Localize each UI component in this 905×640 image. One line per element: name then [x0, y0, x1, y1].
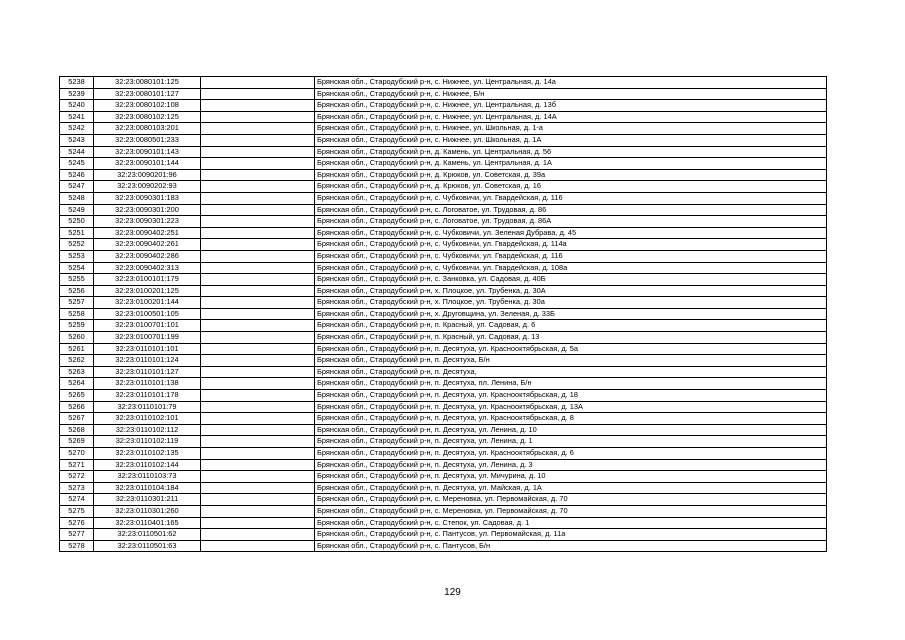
- empty-cell: [201, 355, 315, 367]
- cadastral-number-cell: 32:23:0110101:124: [94, 355, 201, 367]
- row-number-cell: 5273: [60, 482, 94, 494]
- address-cell: Брянская обл., Стародубский р-н, п. Десятуха, ул. Краснооктябрьская, д. 8: [315, 413, 827, 425]
- row-number-cell: 5269: [60, 436, 94, 448]
- cadastral-number-cell: 32:23:0110101:101: [94, 343, 201, 355]
- address-cell: Брянская обл., Стародубский р-н, п. Десятуха,: [315, 366, 827, 378]
- empty-cell: [201, 448, 315, 460]
- address-cell: Брянская обл., Стародубский р-н, п. Красный, ул. Садовая, д. 13: [315, 332, 827, 344]
- empty-cell: [201, 181, 315, 193]
- row-number-cell: 5239: [60, 88, 94, 100]
- address-cell: Брянская обл., Стародубский р-н, д. Крюков, ул. Советская, д. 39а: [315, 169, 827, 181]
- table-row: [60, 332, 827, 344]
- address-cell: Брянская обл., Стародубский р-н, с. Логоватое, ул. Трудовая, д. 86: [315, 204, 827, 216]
- empty-cell: [201, 262, 315, 274]
- empty-cell: [201, 390, 315, 402]
- empty-cell: [201, 250, 315, 262]
- empty-cell: [201, 308, 315, 320]
- table-row: [60, 100, 827, 112]
- table-row: [60, 285, 827, 297]
- table-row: [60, 494, 827, 506]
- empty-cell: [201, 204, 315, 216]
- cadastral-number-cell: 32:23:0110103:73: [94, 471, 201, 483]
- cadastral-number-cell: 32:23:0080102:108: [94, 100, 201, 112]
- row-number-cell: 5247: [60, 181, 94, 193]
- table-row: [60, 274, 827, 286]
- table-row: [60, 262, 827, 274]
- empty-cell: [201, 274, 315, 286]
- address-cell: Брянская обл., Стародубский р-н, с. Чубковичи, ул. Гвардейская, д. 108а: [315, 262, 827, 274]
- table-row: [60, 308, 827, 320]
- cadastral-number-cell: 32:23:0080103:201: [94, 123, 201, 135]
- table-row: [60, 517, 827, 529]
- address-cell: Брянская обл., Стародубский р-н, п. Красный, ул. Садовая, д. 6: [315, 320, 827, 332]
- cadastral-number-cell: 32:23:0100201:144: [94, 297, 201, 309]
- address-cell: Брянская обл., Стародубский р-н, с. Нижнее, ул. Школьная, д. 1-а: [315, 123, 827, 135]
- cadastral-number-cell: 32:23:0110101:127: [94, 366, 201, 378]
- row-number-cell: 5267: [60, 413, 94, 425]
- address-cell: Брянская обл., Стародубский р-н, п. Десятуха, ул. Краснооктябрьская, д. 18: [315, 390, 827, 402]
- empty-cell: [201, 459, 315, 471]
- table-row: [60, 146, 827, 158]
- cadastral-number-cell: 32:23:0090301:223: [94, 216, 201, 228]
- table-row: [60, 390, 827, 402]
- empty-cell: [201, 216, 315, 228]
- table-row: [60, 378, 827, 390]
- row-number-cell: 5270: [60, 448, 94, 460]
- table-row: [60, 192, 827, 204]
- cadastral-number-cell: 32:23:0090202:93: [94, 181, 201, 193]
- table-row: [60, 123, 827, 135]
- table-row: [60, 355, 827, 367]
- row-number-cell: 5260: [60, 332, 94, 344]
- table-row: [60, 320, 827, 332]
- address-cell: Брянская обл., Стародубский р-н, д. Камень, ул. Центральная, д. 56: [315, 146, 827, 158]
- empty-cell: [201, 77, 315, 89]
- row-number-cell: 5240: [60, 100, 94, 112]
- cadastral-number-cell: 32:23:0110102:101: [94, 413, 201, 425]
- table-row: [60, 448, 827, 460]
- table-row: [60, 401, 827, 413]
- table-row: [60, 413, 827, 425]
- empty-cell: [201, 239, 315, 251]
- address-cell: Брянская обл., Стародубский р-н, с. Занковка, ул. Садовая, д. 40Б: [315, 274, 827, 286]
- address-cell: Брянская обл., Стародубский р-н, х. Плоцкое, ул. Трубенка, д. 30а: [315, 297, 827, 309]
- table-row: [60, 239, 827, 251]
- empty-cell: [201, 471, 315, 483]
- address-cell: Брянская обл., Стародубский р-н, п. Десятуха, пл. Ленина, Б/н: [315, 378, 827, 390]
- cadastral-number-cell: 32:23:0110104:184: [94, 482, 201, 494]
- table-row: [60, 471, 827, 483]
- cadastral-number-cell: 32:23:0080102:125: [94, 111, 201, 123]
- cadastral-number-cell: 32:23:0110102:135: [94, 448, 201, 460]
- table-row: [60, 540, 827, 552]
- cadastral-number-cell: 32:23:0110501:63: [94, 540, 201, 552]
- cadastral-number-cell: 32:23:0090101:143: [94, 146, 201, 158]
- address-cell: Брянская обл., Стародубский р-н, с. Чубковичи, ул. Зеленая Дубрава, д. 45: [315, 227, 827, 239]
- cadastral-number-cell: 32:23:0090301:183: [94, 192, 201, 204]
- page-number: 129: [444, 587, 461, 598]
- table-row: [60, 134, 827, 146]
- empty-cell: [201, 332, 315, 344]
- empty-cell: [201, 158, 315, 170]
- cadastral-number-cell: 32:23:0080101:127: [94, 88, 201, 100]
- table-row: [60, 181, 827, 193]
- address-cell: Брянская обл., Стародубский р-н, п. Десятуха, ул. Краснооктябрьская, д. 5а: [315, 343, 827, 355]
- table-row: [60, 204, 827, 216]
- address-cell: Брянская обл., Стародубский р-н, п. Десятуха, Б/н: [315, 355, 827, 367]
- row-number-cell: 5259: [60, 320, 94, 332]
- cadastral-table: [59, 76, 827, 552]
- address-cell: Брянская обл., Стародубский р-н, с. Пантусов, Б/н: [315, 540, 827, 552]
- cadastral-number-cell: 32:23:0090402:251: [94, 227, 201, 239]
- cadastral-number-cell: 32:23:0090402:313: [94, 262, 201, 274]
- cadastral-number-cell: 32:23:0110501:62: [94, 529, 201, 541]
- row-number-cell: 5266: [60, 401, 94, 413]
- row-number-cell: 5262: [60, 355, 94, 367]
- row-number-cell: 5253: [60, 250, 94, 262]
- table-row: [60, 216, 827, 228]
- row-number-cell: 5265: [60, 390, 94, 402]
- row-number-cell: 5261: [60, 343, 94, 355]
- row-number-cell: 5245: [60, 158, 94, 170]
- cadastral-number-cell: 32:23:0090201:96: [94, 169, 201, 181]
- empty-cell: [201, 88, 315, 100]
- row-number-cell: 5272: [60, 471, 94, 483]
- empty-cell: [201, 517, 315, 529]
- address-cell: Брянская обл., Стародубский р-н, д. Камень, ул. Центральная, д. 1А: [315, 158, 827, 170]
- row-number-cell: 5242: [60, 123, 94, 135]
- address-cell: Брянская обл., Стародубский р-н, х. Друговщина, ул. Зеленая, д. 33Б: [315, 308, 827, 320]
- row-number-cell: 5249: [60, 204, 94, 216]
- table-row: [60, 227, 827, 239]
- empty-cell: [201, 436, 315, 448]
- address-cell: Брянская обл., Стародубский р-н, с. Нижнее, ул. Центральная, д. 14А: [315, 111, 827, 123]
- cadastral-number-cell: 32:23:0110101:138: [94, 378, 201, 390]
- empty-cell: [201, 134, 315, 146]
- cadastral-number-cell: 32:23:0110301:211: [94, 494, 201, 506]
- cadastral-number-cell: 32:23:0110301:260: [94, 505, 201, 517]
- row-number-cell: 5258: [60, 308, 94, 320]
- address-cell: Брянская обл., Стародубский р-н, п. Десятуха, ул. Ленина, д. 3: [315, 459, 827, 471]
- address-cell: Брянская обл., Стародубский р-н, с. Логоватое, ул. Трудовая, д. 86А: [315, 216, 827, 228]
- empty-cell: [201, 378, 315, 390]
- row-number-cell: 5244: [60, 146, 94, 158]
- cadastral-number-cell: 32:23:0110102:112: [94, 424, 201, 436]
- table-row: [60, 436, 827, 448]
- cadastral-number-cell: 32:23:0090101:144: [94, 158, 201, 170]
- row-number-cell: 5255: [60, 274, 94, 286]
- cadastral-number-cell: 32:23:0100201:125: [94, 285, 201, 297]
- address-cell: Брянская обл., Стародубский р-н, п. Десятуха, ул. Мичурина, д. 10: [315, 471, 827, 483]
- cadastral-number-cell: 32:23:0090301:200: [94, 204, 201, 216]
- row-number-cell: 5256: [60, 285, 94, 297]
- table-row: [60, 250, 827, 262]
- row-number-cell: 5275: [60, 505, 94, 517]
- row-number-cell: 5278: [60, 540, 94, 552]
- row-number-cell: 5274: [60, 494, 94, 506]
- table-row: [60, 111, 827, 123]
- empty-cell: [201, 227, 315, 239]
- empty-cell: [201, 482, 315, 494]
- address-cell: Брянская обл., Стародубский р-н, п. Десятуха, ул. Краснооктябрьская, д. 6: [315, 448, 827, 460]
- row-number-cell: 5250: [60, 216, 94, 228]
- row-number-cell: 5248: [60, 192, 94, 204]
- empty-cell: [201, 366, 315, 378]
- row-number-cell: 5254: [60, 262, 94, 274]
- table-row: [60, 424, 827, 436]
- address-cell: Брянская обл., Стародубский р-н, с. Нижнее, Б/н: [315, 88, 827, 100]
- table-row: [60, 158, 827, 170]
- address-cell: Брянская обл., Стародубский р-н, с. Пантусов, ул. Первомайская, д. 11а: [315, 529, 827, 541]
- address-cell: Брянская обл., Стародубский р-н, с. Мереновка, ул. Первомайская, д. 70: [315, 505, 827, 517]
- address-cell: Брянская обл., Стародубский р-н, п. Десятуха, ул. Майская, д. 1А: [315, 482, 827, 494]
- cadastral-number-cell: 32:23:0110101:79: [94, 401, 201, 413]
- table-row: [60, 366, 827, 378]
- empty-cell: [201, 169, 315, 181]
- row-number-cell: 5263: [60, 366, 94, 378]
- row-number-cell: 5252: [60, 239, 94, 251]
- table-row: [60, 505, 827, 517]
- empty-cell: [201, 343, 315, 355]
- table-row: [60, 88, 827, 100]
- empty-cell: [201, 505, 315, 517]
- address-cell: Брянская обл., Стародубский р-н, х. Плоцкое, ул. Трубенка, д. 30А: [315, 285, 827, 297]
- empty-cell: [201, 540, 315, 552]
- row-number-cell: 5276: [60, 517, 94, 529]
- row-number-cell: 5246: [60, 169, 94, 181]
- address-cell: Брянская обл., Стародубский р-н, д. Крюков, ул. Советская, д. 16: [315, 181, 827, 193]
- table-row: [60, 482, 827, 494]
- cadastral-number-cell: 32:23:0090402:261: [94, 239, 201, 251]
- row-number-cell: 5243: [60, 134, 94, 146]
- row-number-cell: 5264: [60, 378, 94, 390]
- empty-cell: [201, 424, 315, 436]
- cadastral-number-cell: 32:23:0100701:199: [94, 332, 201, 344]
- address-cell: Брянская обл., Стародубский р-н, п. Десятуха, ул. Ленина, д. 10: [315, 424, 827, 436]
- address-cell: Брянская обл., Стародубский р-н, с. Чубковичи, ул. Гвардейская, д. 114а: [315, 239, 827, 251]
- row-number-cell: 5241: [60, 111, 94, 123]
- empty-cell: [201, 401, 315, 413]
- table-row: [60, 529, 827, 541]
- empty-cell: [201, 100, 315, 112]
- cadastral-number-cell: 32:23:0080101:125: [94, 77, 201, 89]
- cadastral-number-cell: 32:23:0100501:105: [94, 308, 201, 320]
- empty-cell: [201, 529, 315, 541]
- row-number-cell: 5238: [60, 77, 94, 89]
- address-cell: Брянская обл., Стародубский р-н, с. Степок, ул. Садовая, д. 1: [315, 517, 827, 529]
- table-row: [60, 343, 827, 355]
- empty-cell: [201, 285, 315, 297]
- address-cell: Брянская обл., Стародубский р-н, с. Чубковичи, ул. Гвардейская, д. 116: [315, 250, 827, 262]
- empty-cell: [201, 320, 315, 332]
- table-row: [60, 459, 827, 471]
- empty-cell: [201, 494, 315, 506]
- row-number-cell: 5251: [60, 227, 94, 239]
- cadastral-number-cell: 32:23:0100101:179: [94, 274, 201, 286]
- address-cell: Брянская обл., Стародубский р-н, п. Десятуха, ул. Краснооктябрьская, д. 13А: [315, 401, 827, 413]
- empty-cell: [201, 413, 315, 425]
- empty-cell: [201, 123, 315, 135]
- address-cell: Брянская обл., Стародубский р-н, п. Десятуха, ул. Ленина, д. 1: [315, 436, 827, 448]
- address-cell: Брянская обл., Стародубский р-н, с. Нижнее, ул. Школьная, д. 1А: [315, 134, 827, 146]
- cadastral-number-cell: 32:23:0110102:119: [94, 436, 201, 448]
- row-number-cell: 5257: [60, 297, 94, 309]
- table-row: [60, 169, 827, 181]
- cadastral-number-cell: 32:23:0090402:286: [94, 250, 201, 262]
- cadastral-table-body: [60, 77, 827, 552]
- row-number-cell: 5271: [60, 459, 94, 471]
- row-number-cell: 5268: [60, 424, 94, 436]
- cadastral-number-cell: 32:23:0080501:233: [94, 134, 201, 146]
- row-number-cell: 5277: [60, 529, 94, 541]
- empty-cell: [201, 192, 315, 204]
- cadastral-number-cell: 32:23:0100701:101: [94, 320, 201, 332]
- address-cell: Брянская обл., Стародубский р-н, с. Нижнее, ул. Центральная, д. 13б: [315, 100, 827, 112]
- table-row: [60, 77, 827, 89]
- cadastral-number-cell: 32:23:0110101:178: [94, 390, 201, 402]
- cadastral-number-cell: 32:23:0110401:165: [94, 517, 201, 529]
- address-cell: Брянская обл., Стародубский р-н, с. Нижнее, ул. Центральная, д. 14а: [315, 77, 827, 89]
- cadastral-number-cell: 32:23:0110102:144: [94, 459, 201, 471]
- address-cell: Брянская обл., Стародубский р-н, с. Мереновка, ул. Первомайская, д. 70: [315, 494, 827, 506]
- table-row: [60, 297, 827, 309]
- address-cell: Брянская обл., Стародубский р-н, с. Чубковичи, ул. Гвардейская, д. 116: [315, 192, 827, 204]
- empty-cell: [201, 111, 315, 123]
- empty-cell: [201, 297, 315, 309]
- empty-cell: [201, 146, 315, 158]
